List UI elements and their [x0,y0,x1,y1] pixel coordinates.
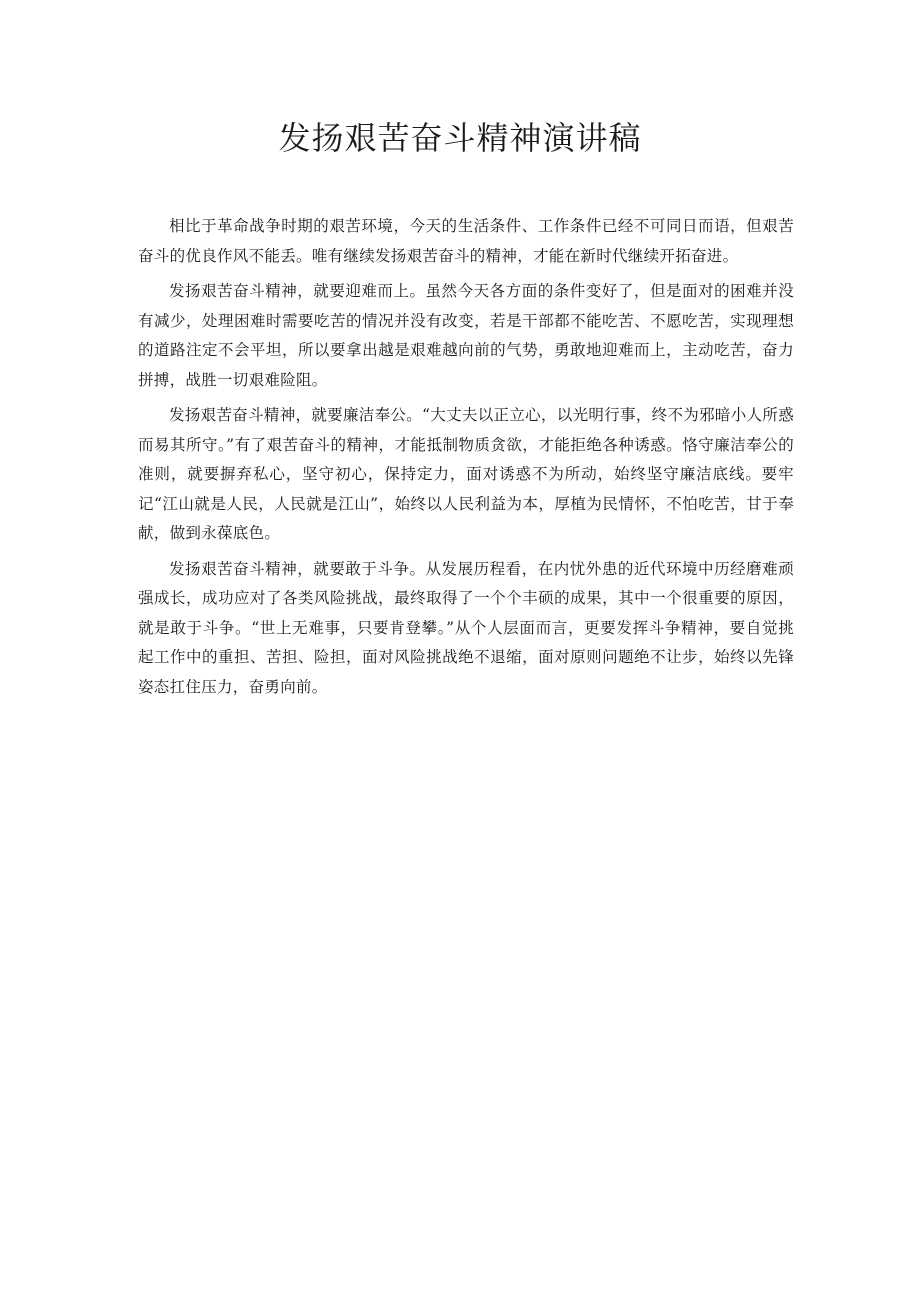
paragraph-1: 相比于革命战争时期的艰苦环境，今天的生活条件、工作条件已经不可同日而语，但艰苦奋斗的优良作风不能丢。唯有继续发扬艰苦奋斗的精神，才能在新时代继续开拓奋进。 [138,217,794,265]
paragraph-2: 发扬艰苦奋斗精神，就要迎难而上。虽然今天各方面的条件变好了，但是面对的困难并没有减少，处理困难时需要吃苦的情况并没有改变，若是干部都不能吃苦、不愿吃苦，实现理想的道路注定不会平坦，所以要拿出越是艰难越向前的气势，勇敢地迎难而上，主动吃苦，奋力拼搏，战胜一切艰难险阻。 [138,282,794,389]
paragraph-4: 发扬艰苦奋斗精神，就要敢于斗争。从发展历程看，在内忧外患的近代环境中历经磨难顽强成长，成功应对了各类风险挑战，最终取得了一个个丰硕的成果，其中一个很重要的原因，就是敢于斗争。“世上无难事，只要肯登攀。”从个人层面而言，更要发挥斗争精神，要自觉挑起工作中的重担、苦担、险担，面对风险挑战绝不退缩，面对原则问题绝不让步，始终以先锋姿态扛住压力，奋勇向前。 [138,559,794,696]
document-title: 发扬艰苦奋斗精神演讲稿 [278,119,642,157]
document-body [138,212,794,708]
paragraph-3: 发扬艰苦奋斗精神，就要廉洁奉公。“大丈夫以正立心，以光明行事，终不为邪暗小人所惑而易其所守。”有了艰苦奋斗的精神，才能抵制物质贪欲，才能拒绝各种诱惑。恪守廉洁奉公的准则，就要摒弃私心，坚守初心，保持定力，面对诱惑不为所动，始终坚守廉洁底线。要牢记“江山就是人民，人民就是江山”，始终以人民利益为本，厚植为民情怀，不怕吃苦，甘于奉献，做到永葆底色。 [138,406,794,542]
